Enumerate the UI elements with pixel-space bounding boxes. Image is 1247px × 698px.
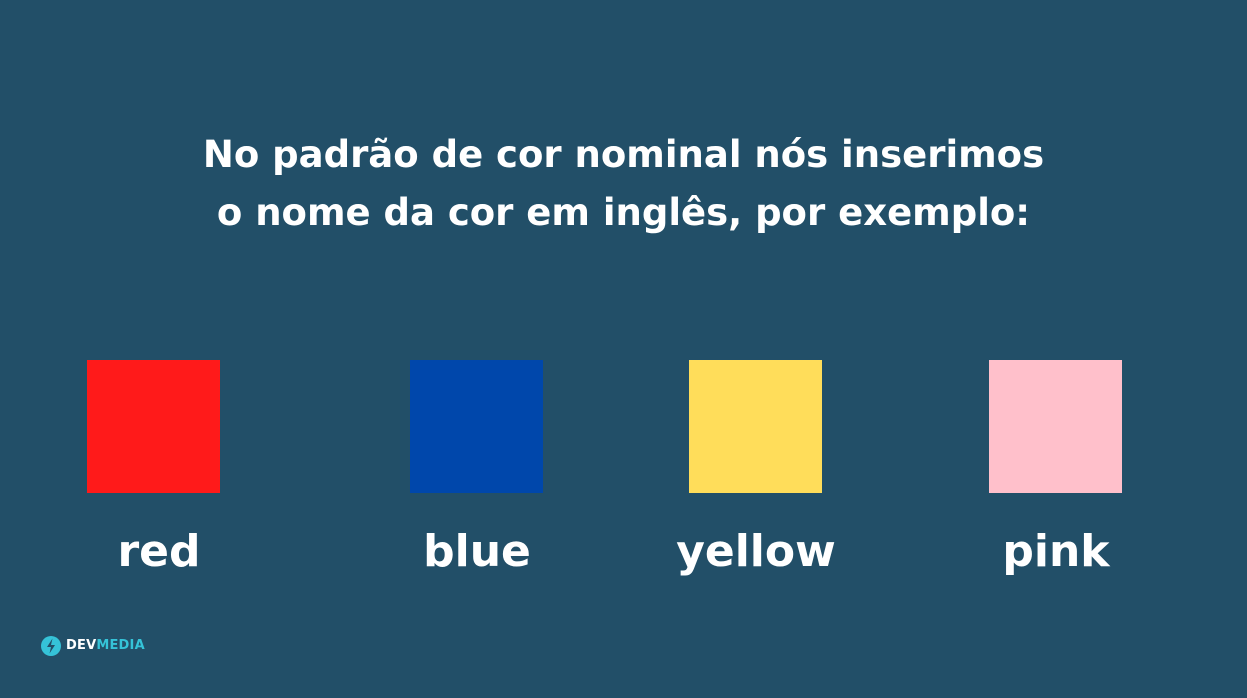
title-line-2: o nome da cor em inglês, por exemplo: [216, 191, 1031, 234]
color-label-yellow: yellow [676, 526, 836, 577]
color-item-red [24, 360, 284, 590]
color-item-yellow [626, 360, 886, 590]
color-swatch-blue [410, 360, 543, 493]
title-line-1: No padrão de cor nominal nós inserimos [202, 133, 1045, 176]
color-label-blue: blue [423, 526, 531, 577]
color-swatch-pink [989, 360, 1122, 493]
color-item-pink [926, 360, 1186, 590]
color-label-red: red [117, 526, 201, 577]
color-label-pink: pink [1002, 526, 1110, 577]
devmedia-logo-text [66, 635, 145, 657]
devmedia-logo [40, 634, 145, 658]
color-swatch-yellow [689, 360, 822, 493]
devmedia-logo-icon [40, 635, 62, 657]
logo-text-dev: DEV [66, 638, 97, 653]
slide-title [0, 126, 1247, 242]
color-item-blue [347, 360, 607, 590]
logo-text-media: MEDIA [96, 638, 145, 653]
color-swatch-red [87, 360, 220, 493]
